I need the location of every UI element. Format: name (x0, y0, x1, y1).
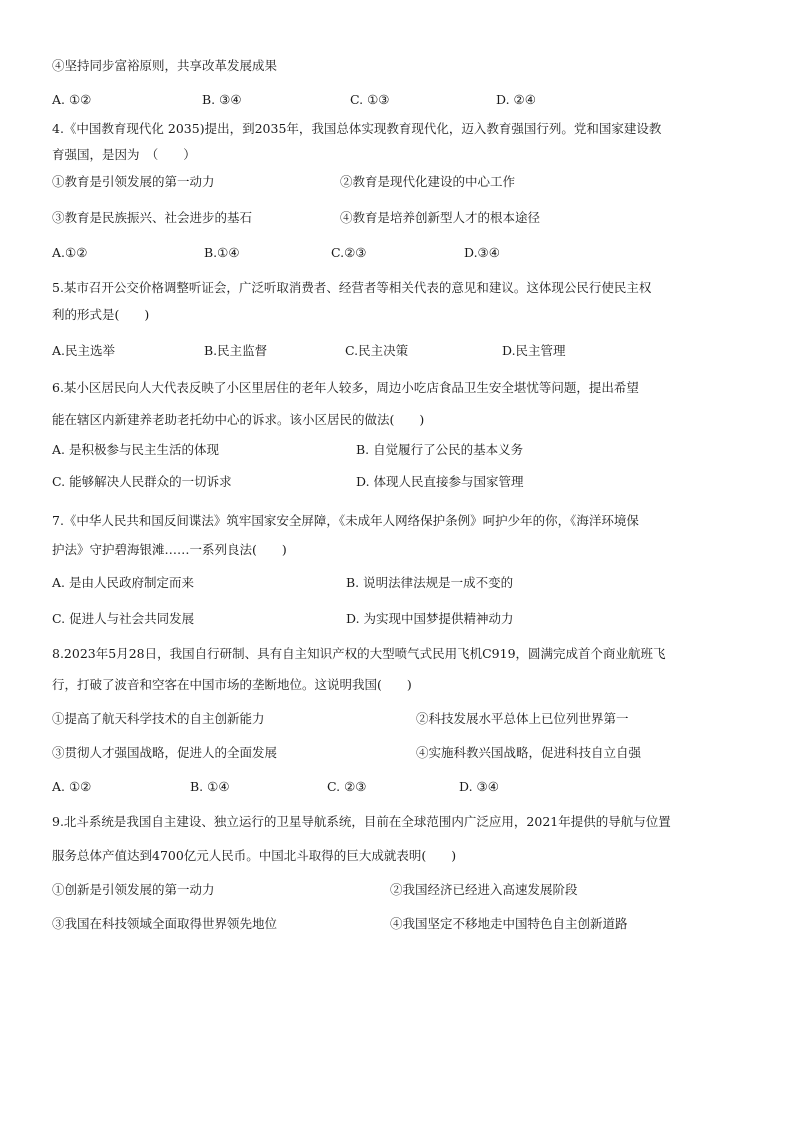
q6-option-c: C. 能够解决人民群众的一切诉求 (52, 474, 232, 489)
q8-item-4: ④实施科教兴国战略，促进科技自立自强 (416, 745, 642, 760)
q5-option-a: A.民主选举 (52, 343, 116, 358)
q8-stem-line1: 8.2023年5月28日，我国自行研制、具有自主知识产权的大型喷气式民用飞机C919，圆满完成首个商业航班飞 (52, 646, 666, 661)
q9-stem-line2: 服务总体产值达到4700亿元人民币。中国北斗取得的巨大成就表明( ) (52, 848, 457, 863)
q8-item-2: ②科技发展水平总体上已位列世界第一 (416, 711, 629, 726)
q4-option-d: D.③④ (464, 245, 500, 260)
q5-stem-line2: 利的形式是( ) (52, 307, 150, 322)
q6-option-a: A. 是积极参与民主生活的体现 (52, 442, 219, 457)
q4-option-a: A.①② (52, 245, 88, 260)
q8-option-b: B. ①④ (190, 779, 230, 794)
q4-option-b: B.①④ (204, 245, 240, 260)
q8-item-3: ③贯彻人才强国战略，促进人的全面发展 (52, 745, 278, 760)
q4-item-2: ②教育是现代化建设的中心工作 (340, 174, 516, 189)
q4-option-c: C.②③ (331, 245, 367, 260)
q5-option-c: C.民主决策 (345, 343, 409, 358)
q9-item-2: ②我国经济已经进入高速发展阶段 (390, 882, 578, 897)
q8-item-1: ①提高了航天科学技术的自主创新能力 (52, 711, 265, 726)
q5-option-b: B.民主监督 (204, 343, 268, 358)
q7-option-c: C. 促进人与社会共同发展 (52, 611, 195, 626)
q8-option-d: D. ③④ (459, 779, 499, 794)
q7-stem-line2: 护法》守护碧海银滩……一系列良法( ) (52, 542, 287, 557)
q6-stem-line1: 6.某小区居民向人大代表反映了小区里居住的老年人较多，周边小吃店食品卫生安全堪忧等问题，提出希望 (52, 380, 639, 395)
q7-option-d: D. 为实现中国梦提供精神动力 (346, 611, 514, 626)
q7-stem-line1: 7.《中华人民共和国反间谍法》筑牢国家安全屏障，《未成年人网络保护条例》呵护少年的你，《海洋环境保 (52, 513, 639, 528)
q6-stem-line2: 能在辖区内新建养老助老托幼中心的诉求。该小区居民的做法( ) (52, 412, 425, 427)
q4-item-1: ①教育是引领发展的第一动力 (52, 174, 215, 189)
q7-option-a: A. 是由人民政府制定而来 (52, 575, 194, 590)
q4-stem-line2: 育强国，是因为 （ ） (52, 147, 196, 162)
q9-item-1: ①创新是引领发展的第一动力 (52, 882, 215, 897)
q5-stem-line1: 5.某市召开公交价格调整听证会，广泛听取消费者、经营者等相关代表的意见和建议。这体现公民行使民主权 (52, 280, 652, 295)
q8-option-c: C. ②③ (327, 779, 367, 794)
q4-item-3: ③教育是民族振兴、社会进步的基石 (52, 210, 253, 225)
q6-option-b: B. 自觉履行了公民的基本义务 (356, 442, 524, 457)
q9-item-3: ③我国在科技领域全面取得世界领先地位 (52, 916, 278, 931)
q3-option-b: B. ③④ (202, 92, 242, 107)
q8-stem-line2: 行，打破了波音和空客在中国市场的垄断地位。这说明我国( ) (52, 677, 412, 692)
q3-option-a: A. ①② (52, 92, 92, 107)
q4-stem-line1: 4.《中国教育现代化 2035)提出，到2035年，我国总体实现教育现代化，迈入教育强国行列。党和国家建设教 (52, 121, 662, 136)
q3-item-4: ④坚持同步富裕原则，共享改革发展成果 (52, 58, 278, 73)
q3-option-c: C. ①③ (350, 92, 390, 107)
q7-option-b: B. 说明法律法规是一成不变的 (346, 575, 514, 590)
q8-option-a: A. ①② (52, 779, 92, 794)
q9-item-4: ④我国坚定不移地走中国特色自主创新道路 (390, 916, 628, 931)
q5-option-d: D.民主管理 (502, 343, 566, 358)
q9-stem-line1: 9.北斗系统是我国自主建设、独立运行的卫星导航系统，目前在全球范围内广泛应用，2021年提供的导航与位置 (52, 814, 671, 829)
q4-item-4: ④教育是培养创新型人才的根本途径 (340, 210, 541, 225)
q6-option-d: D. 体现人民直接参与国家管理 (356, 474, 524, 489)
q3-option-d: D. ②④ (496, 92, 536, 107)
